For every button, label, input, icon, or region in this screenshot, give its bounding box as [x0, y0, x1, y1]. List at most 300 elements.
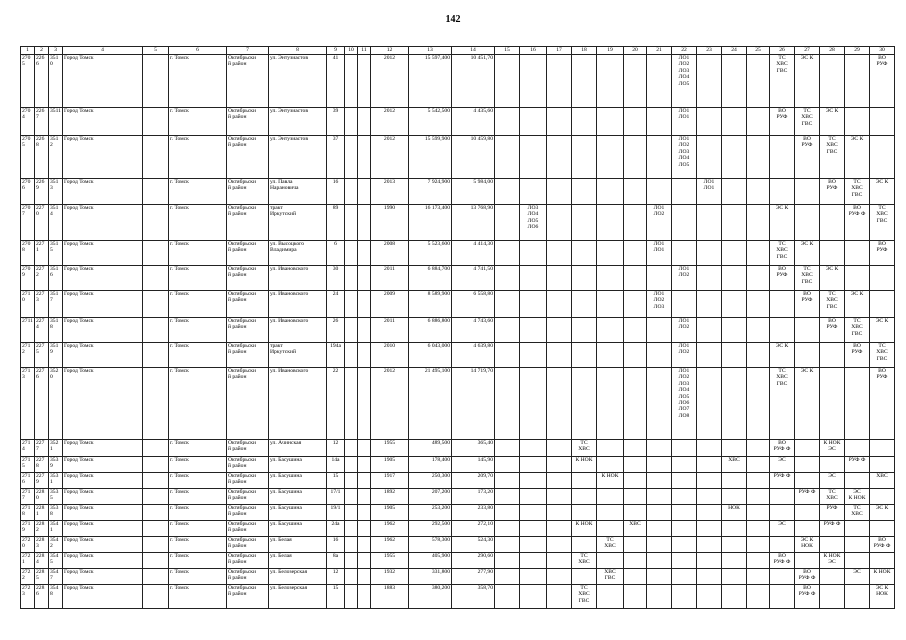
- table-cell: [820, 368, 845, 440]
- table-cell: ЭС К: [795, 55, 820, 108]
- table-cell: 2285: [35, 569, 49, 585]
- table-cell: 5 984,00: [452, 179, 495, 205]
- table-cell: 3531: [49, 473, 63, 489]
- table-cell: Октябрьски й район: [227, 136, 269, 179]
- table-cell: [845, 553, 870, 569]
- table-cell: 2709: [21, 266, 35, 291]
- table-cell: [358, 368, 371, 440]
- table-cell: Город Томск: [63, 205, 143, 241]
- table-cell: Город Томск: [63, 179, 143, 205]
- table-cell: [770, 136, 795, 179]
- table-cell: [624, 291, 647, 318]
- table-cell: 22: [327, 368, 345, 440]
- table-cell: 207,200: [409, 489, 452, 505]
- table-cell: [597, 55, 624, 108]
- table-cell: ЭС К: [795, 241, 820, 266]
- table-cell: Октябрьски й район: [227, 440, 269, 457]
- table-cell: [722, 521, 747, 537]
- table-cell: [722, 55, 747, 108]
- table-cell: [495, 521, 520, 537]
- table-cell: [547, 291, 572, 318]
- table-cell: ТС ХВС: [820, 489, 845, 505]
- table-cell: ЛО1 ЛО1: [672, 108, 697, 136]
- column-header: 28: [820, 47, 845, 55]
- table-cell: Октябрьски й район: [227, 108, 269, 136]
- table-cell: ХВС ГВС: [597, 569, 624, 585]
- table-cell: 2013: [371, 179, 409, 205]
- table-cell: [697, 489, 722, 505]
- table-cell: ВО РУФ: [770, 108, 795, 136]
- table-cell: [495, 368, 520, 440]
- table-cell: [547, 585, 572, 609]
- table-cell: Октябрьски й район: [227, 473, 269, 489]
- table-cell: 2723: [21, 585, 35, 609]
- table-cell: [597, 489, 624, 505]
- table-cell: [358, 537, 371, 553]
- table-cell: 3542: [49, 537, 63, 553]
- table-cell: 3538: [49, 505, 63, 521]
- table-cell: [820, 537, 845, 553]
- table-cell: г. Томск: [169, 505, 227, 521]
- table-cell: [697, 266, 722, 291]
- table-cell: [624, 473, 647, 489]
- table-cell: ТС ХВС ГВС: [770, 241, 795, 266]
- table-cell: Город Томск: [63, 291, 143, 318]
- table-cell: [547, 505, 572, 521]
- table-cell: 3520: [49, 368, 63, 440]
- table-cell: 3535: [49, 489, 63, 505]
- table-cell: [647, 179, 672, 205]
- table-cell: [747, 505, 770, 521]
- table-cell: 2011: [371, 318, 409, 343]
- table-cell: [647, 266, 672, 291]
- table-cell: [647, 368, 672, 440]
- column-header: 14: [452, 47, 495, 55]
- column-header: 22: [672, 47, 697, 55]
- table-cell: 6 884,700: [409, 266, 452, 291]
- table-cell: [345, 266, 358, 291]
- table-cell: [672, 521, 697, 537]
- table-cell: [770, 585, 795, 609]
- table-cell: ВО РУФ: [820, 318, 845, 343]
- table-row: [21, 537, 895, 553]
- table-cell: [572, 205, 597, 241]
- table-cell: [495, 505, 520, 521]
- table-cell: тракт Иркутский: [269, 343, 327, 368]
- table-cell: [495, 553, 520, 569]
- table-cell: 250,300: [409, 473, 452, 489]
- table-cell: [722, 537, 747, 553]
- table-cell: Город Томск: [63, 55, 143, 108]
- table-cell: ВО РУФ: [870, 368, 895, 440]
- table-cell: [572, 266, 597, 291]
- table-cell: [624, 241, 647, 266]
- table-cell: 1990: [371, 205, 409, 241]
- table-cell: [345, 205, 358, 241]
- table-cell: 2009: [371, 291, 409, 318]
- column-header: 23: [697, 47, 722, 55]
- table-cell: ул. Белозерская: [269, 569, 327, 585]
- column-header: 27: [795, 47, 820, 55]
- table-cell: [697, 440, 722, 457]
- table-cell: [547, 473, 572, 489]
- table-cell: [770, 569, 795, 585]
- table-cell: ЛО1 ЛО2: [647, 205, 672, 241]
- table-cell: ЛО1 ЛО1: [697, 179, 722, 205]
- table-cell: 6 043,000: [409, 343, 452, 368]
- table-cell: 3521: [49, 440, 63, 457]
- table-cell: 24а: [327, 521, 345, 537]
- table-cell: 1955: [371, 440, 409, 457]
- table-cell: [722, 440, 747, 457]
- table-cell: 2281: [35, 505, 49, 521]
- table-cell: [770, 318, 795, 343]
- table-cell: [647, 521, 672, 537]
- table-cell: [358, 585, 371, 609]
- table-cell: 2705: [21, 55, 35, 108]
- table-cell: 14а: [327, 457, 345, 473]
- table-cell: 3541: [49, 521, 63, 537]
- table-cell: [647, 537, 672, 553]
- table-cell: [624, 343, 647, 368]
- table-cell: [795, 505, 820, 521]
- table-cell: К НОК: [597, 473, 624, 489]
- table-cell: 2718: [21, 505, 35, 521]
- table-cell: [672, 585, 697, 609]
- table-row: [21, 266, 895, 291]
- table-cell: [672, 537, 697, 553]
- table-cell: [495, 489, 520, 505]
- table-cell: г. Томск: [169, 179, 227, 205]
- table-cell: [672, 505, 697, 521]
- table-cell: К НОК ЭС: [820, 553, 845, 569]
- table-row: [21, 179, 895, 205]
- column-header: 15: [495, 47, 520, 55]
- table-cell: [495, 343, 520, 368]
- table-cell: ул. Ивановского: [269, 266, 327, 291]
- table-cell: [697, 505, 722, 521]
- table-cell: 2274: [35, 318, 49, 343]
- table-cell: [697, 473, 722, 489]
- table-cell: ЭС К: [770, 205, 795, 241]
- table-cell: [672, 489, 697, 505]
- table-cell: Город Томск: [63, 136, 143, 179]
- table-cell: [672, 241, 697, 266]
- table-cell: [870, 291, 895, 318]
- table-cell: [547, 241, 572, 266]
- table-cell: 6: [327, 241, 345, 266]
- table-cell: 2286: [35, 585, 49, 609]
- table-cell: [747, 537, 770, 553]
- table-cell: 524,30: [452, 537, 495, 553]
- table-cell: 2720: [21, 537, 35, 553]
- table-cell: ЛО1 ЛО1: [647, 241, 672, 266]
- table-cell: 2282: [35, 521, 49, 537]
- table-cell: [697, 585, 722, 609]
- table-row: [21, 585, 895, 609]
- table-cell: [747, 440, 770, 457]
- column-header: 10: [345, 47, 358, 55]
- table-cell: [597, 318, 624, 343]
- table-cell: 2707: [21, 205, 35, 241]
- table-cell: ХВС: [722, 457, 747, 473]
- table-cell: [520, 569, 547, 585]
- table-cell: 2008: [371, 241, 409, 266]
- table-cell: ул. Басушина: [269, 473, 327, 489]
- table-cell: ЭС К: [870, 179, 895, 205]
- table-cell: Город Томск: [63, 318, 143, 343]
- table-cell: [547, 205, 572, 241]
- table-cell: 2708: [21, 241, 35, 266]
- table-row: [21, 521, 895, 537]
- table-cell: Город Томск: [63, 368, 143, 440]
- table-cell: [520, 266, 547, 291]
- table-cell: [747, 585, 770, 609]
- table-cell: [597, 179, 624, 205]
- table-cell: [624, 179, 647, 205]
- table-cell: 5 523,600: [409, 241, 452, 266]
- table-cell: [520, 521, 547, 537]
- table-cell: [520, 291, 547, 318]
- table-row: [21, 343, 895, 368]
- table-cell: [697, 136, 722, 179]
- table-cell: [870, 108, 895, 136]
- table-cell: [547, 489, 572, 505]
- table-cell: [597, 505, 624, 521]
- table-cell: ул. Ачинская: [269, 440, 327, 457]
- table-cell: 2721: [21, 553, 35, 569]
- table-cell: 7 924,900: [409, 179, 452, 205]
- table-cell: 6 558,80: [452, 291, 495, 318]
- table-cell: [747, 343, 770, 368]
- column-header: 18: [572, 47, 597, 55]
- table-cell: [747, 368, 770, 440]
- table-cell: г. Томск: [169, 457, 227, 473]
- table-row: [21, 505, 895, 521]
- table-cell: Город Томск: [63, 489, 143, 505]
- table-cell: Октябрьски й район: [227, 205, 269, 241]
- table-cell: [358, 489, 371, 505]
- table-cell: 253,200: [409, 505, 452, 521]
- table-cell: 2706: [21, 179, 35, 205]
- table-cell: Октябрьски й район: [227, 318, 269, 343]
- table-cell: ТС ХВС ГВС: [870, 205, 895, 241]
- table-cell: [495, 440, 520, 457]
- table-cell: [770, 179, 795, 205]
- table-cell: [845, 368, 870, 440]
- table-cell: ЭС К: [870, 318, 895, 343]
- table-cell: [624, 318, 647, 343]
- table-row: [21, 318, 895, 343]
- table-cell: [672, 473, 697, 489]
- table-cell: ТС ХВС ГВС: [770, 55, 795, 108]
- table-cell: [547, 440, 572, 457]
- table-cell: [597, 241, 624, 266]
- table-cell: [747, 179, 770, 205]
- table-cell: ул. Белозерская: [269, 585, 327, 609]
- table-row: [21, 205, 895, 241]
- table-cell: [647, 343, 672, 368]
- table-cell: 3511: [49, 108, 63, 136]
- table-cell: ЭС К: [820, 266, 845, 291]
- table-cell: [747, 55, 770, 108]
- table-cell: г. Томск: [169, 585, 227, 609]
- table-cell: ул. Белая: [269, 553, 327, 569]
- table-cell: 3513: [49, 179, 63, 205]
- table-row: [21, 473, 895, 489]
- table-cell: ул. Ивановского: [269, 368, 327, 440]
- column-header: 19: [597, 47, 624, 55]
- table-row: [21, 440, 895, 457]
- table-cell: [597, 585, 624, 609]
- table-cell: [520, 136, 547, 179]
- table-cell: [795, 473, 820, 489]
- table-cell: 10 459,80: [452, 136, 495, 179]
- table-cell: [547, 368, 572, 440]
- table-cell: [722, 343, 747, 368]
- table-cell: ТС ХВС ГВС: [572, 585, 597, 609]
- table-cell: 15 597,400: [409, 55, 452, 108]
- table-cell: ул. Энтузиастов: [269, 55, 327, 108]
- table-cell: 26: [327, 318, 345, 343]
- table-cell: [672, 205, 697, 241]
- table-cell: [747, 457, 770, 473]
- table-cell: [572, 108, 597, 136]
- table-cell: ВО РУФ: [820, 179, 845, 205]
- table-cell: ХВС: [624, 521, 647, 537]
- table-cell: 3514: [49, 205, 63, 241]
- table-cell: [624, 537, 647, 553]
- table-cell: г. Томск: [169, 108, 227, 136]
- table-cell: [495, 55, 520, 108]
- table-cell: [697, 537, 722, 553]
- table-cell: [624, 55, 647, 108]
- table-cell: 2267: [35, 108, 49, 136]
- table-cell: [572, 368, 597, 440]
- table-cell: 290,60: [452, 553, 495, 569]
- table-cell: [143, 585, 169, 609]
- table-cell: ТС ХВС: [572, 440, 597, 457]
- table-cell: [597, 108, 624, 136]
- table-cell: 2012: [371, 108, 409, 136]
- table-cell: [845, 521, 870, 537]
- table-cell: [143, 291, 169, 318]
- table-row: [21, 368, 895, 440]
- table-cell: [520, 179, 547, 205]
- table-cell: [345, 318, 358, 343]
- table-cell: [597, 343, 624, 368]
- table-cell: [597, 368, 624, 440]
- table-cell: Город Томск: [63, 553, 143, 569]
- table-cell: ул. Басушина: [269, 489, 327, 505]
- table-cell: [770, 505, 795, 521]
- table-cell: [722, 553, 747, 569]
- table-cell: 358,70: [452, 585, 495, 609]
- table-cell: 578,300: [409, 537, 452, 553]
- table-cell: [747, 473, 770, 489]
- table-cell: К НОК: [572, 457, 597, 473]
- table-cell: [495, 473, 520, 489]
- table-cell: [358, 108, 371, 136]
- table-cell: [572, 241, 597, 266]
- table-cell: [495, 136, 520, 179]
- table-cell: [697, 55, 722, 108]
- table-cell: 2715: [21, 457, 35, 473]
- table-cell: [672, 179, 697, 205]
- table-cell: [870, 553, 895, 569]
- column-header: 30: [870, 47, 895, 55]
- table-cell: 8 589,900: [409, 291, 452, 318]
- table-cell: [870, 489, 895, 505]
- table-cell: Город Томск: [63, 241, 143, 266]
- table-row: [21, 291, 895, 318]
- table-cell: [747, 569, 770, 585]
- table-cell: ул. Энтузиастов: [269, 136, 327, 179]
- table-cell: ЭС К НОК: [870, 585, 895, 609]
- table-cell: [358, 457, 371, 473]
- table-cell: ТС ХВС ГВС: [870, 343, 895, 368]
- table-cell: [820, 569, 845, 585]
- table-cell: Октябрьски й район: [227, 343, 269, 368]
- table-cell: [520, 457, 547, 473]
- table-cell: [845, 266, 870, 291]
- table-cell: [697, 368, 722, 440]
- table-cell: 30: [327, 266, 345, 291]
- table-cell: [697, 241, 722, 266]
- table-cell: ЛО1 ЛО2 ЛО3 ЛО4 ЛО5 ЛО6 ЛО7 ЛО8: [672, 368, 697, 440]
- table-cell: 89: [327, 205, 345, 241]
- table-cell: ТС ХВС: [845, 505, 870, 521]
- table-cell: [358, 179, 371, 205]
- table-cell: 2273: [35, 291, 49, 318]
- table-cell: 365,40: [452, 440, 495, 457]
- table-cell: [672, 553, 697, 569]
- column-header: 25: [747, 47, 770, 55]
- table-cell: ЭС: [770, 521, 795, 537]
- table-cell: [547, 537, 572, 553]
- table-cell: ул. Высоцкого Владимира: [269, 241, 327, 266]
- table-cell: [345, 368, 358, 440]
- table-cell: [647, 55, 672, 108]
- table-cell: К НОК ЭС: [820, 440, 845, 457]
- table-cell: [722, 585, 747, 609]
- table-cell: [547, 318, 572, 343]
- table-cell: 2719: [21, 521, 35, 537]
- table-cell: [495, 457, 520, 473]
- table-cell: [870, 136, 895, 179]
- table-cell: ЛО1 ЛО2: [672, 343, 697, 368]
- table-cell: [624, 368, 647, 440]
- table-cell: Город Томск: [63, 343, 143, 368]
- table-cell: [520, 440, 547, 457]
- table-cell: [143, 473, 169, 489]
- table-cell: [572, 318, 597, 343]
- table-cell: 21 495,100: [409, 368, 452, 440]
- column-header: 17: [547, 47, 572, 55]
- table-cell: 10 451,70: [452, 55, 495, 108]
- table-cell: тракт Иркутский: [269, 205, 327, 241]
- table-cell: 12: [327, 440, 345, 457]
- table-cell: 1962: [371, 521, 409, 537]
- table-cell: 24: [327, 291, 345, 318]
- table-cell: [722, 473, 747, 489]
- table-cell: [143, 266, 169, 291]
- table-row: [21, 108, 895, 136]
- table-cell: [547, 266, 572, 291]
- table-cell: [624, 136, 647, 179]
- table-cell: Октябрьски й район: [227, 241, 269, 266]
- table-cell: [345, 108, 358, 136]
